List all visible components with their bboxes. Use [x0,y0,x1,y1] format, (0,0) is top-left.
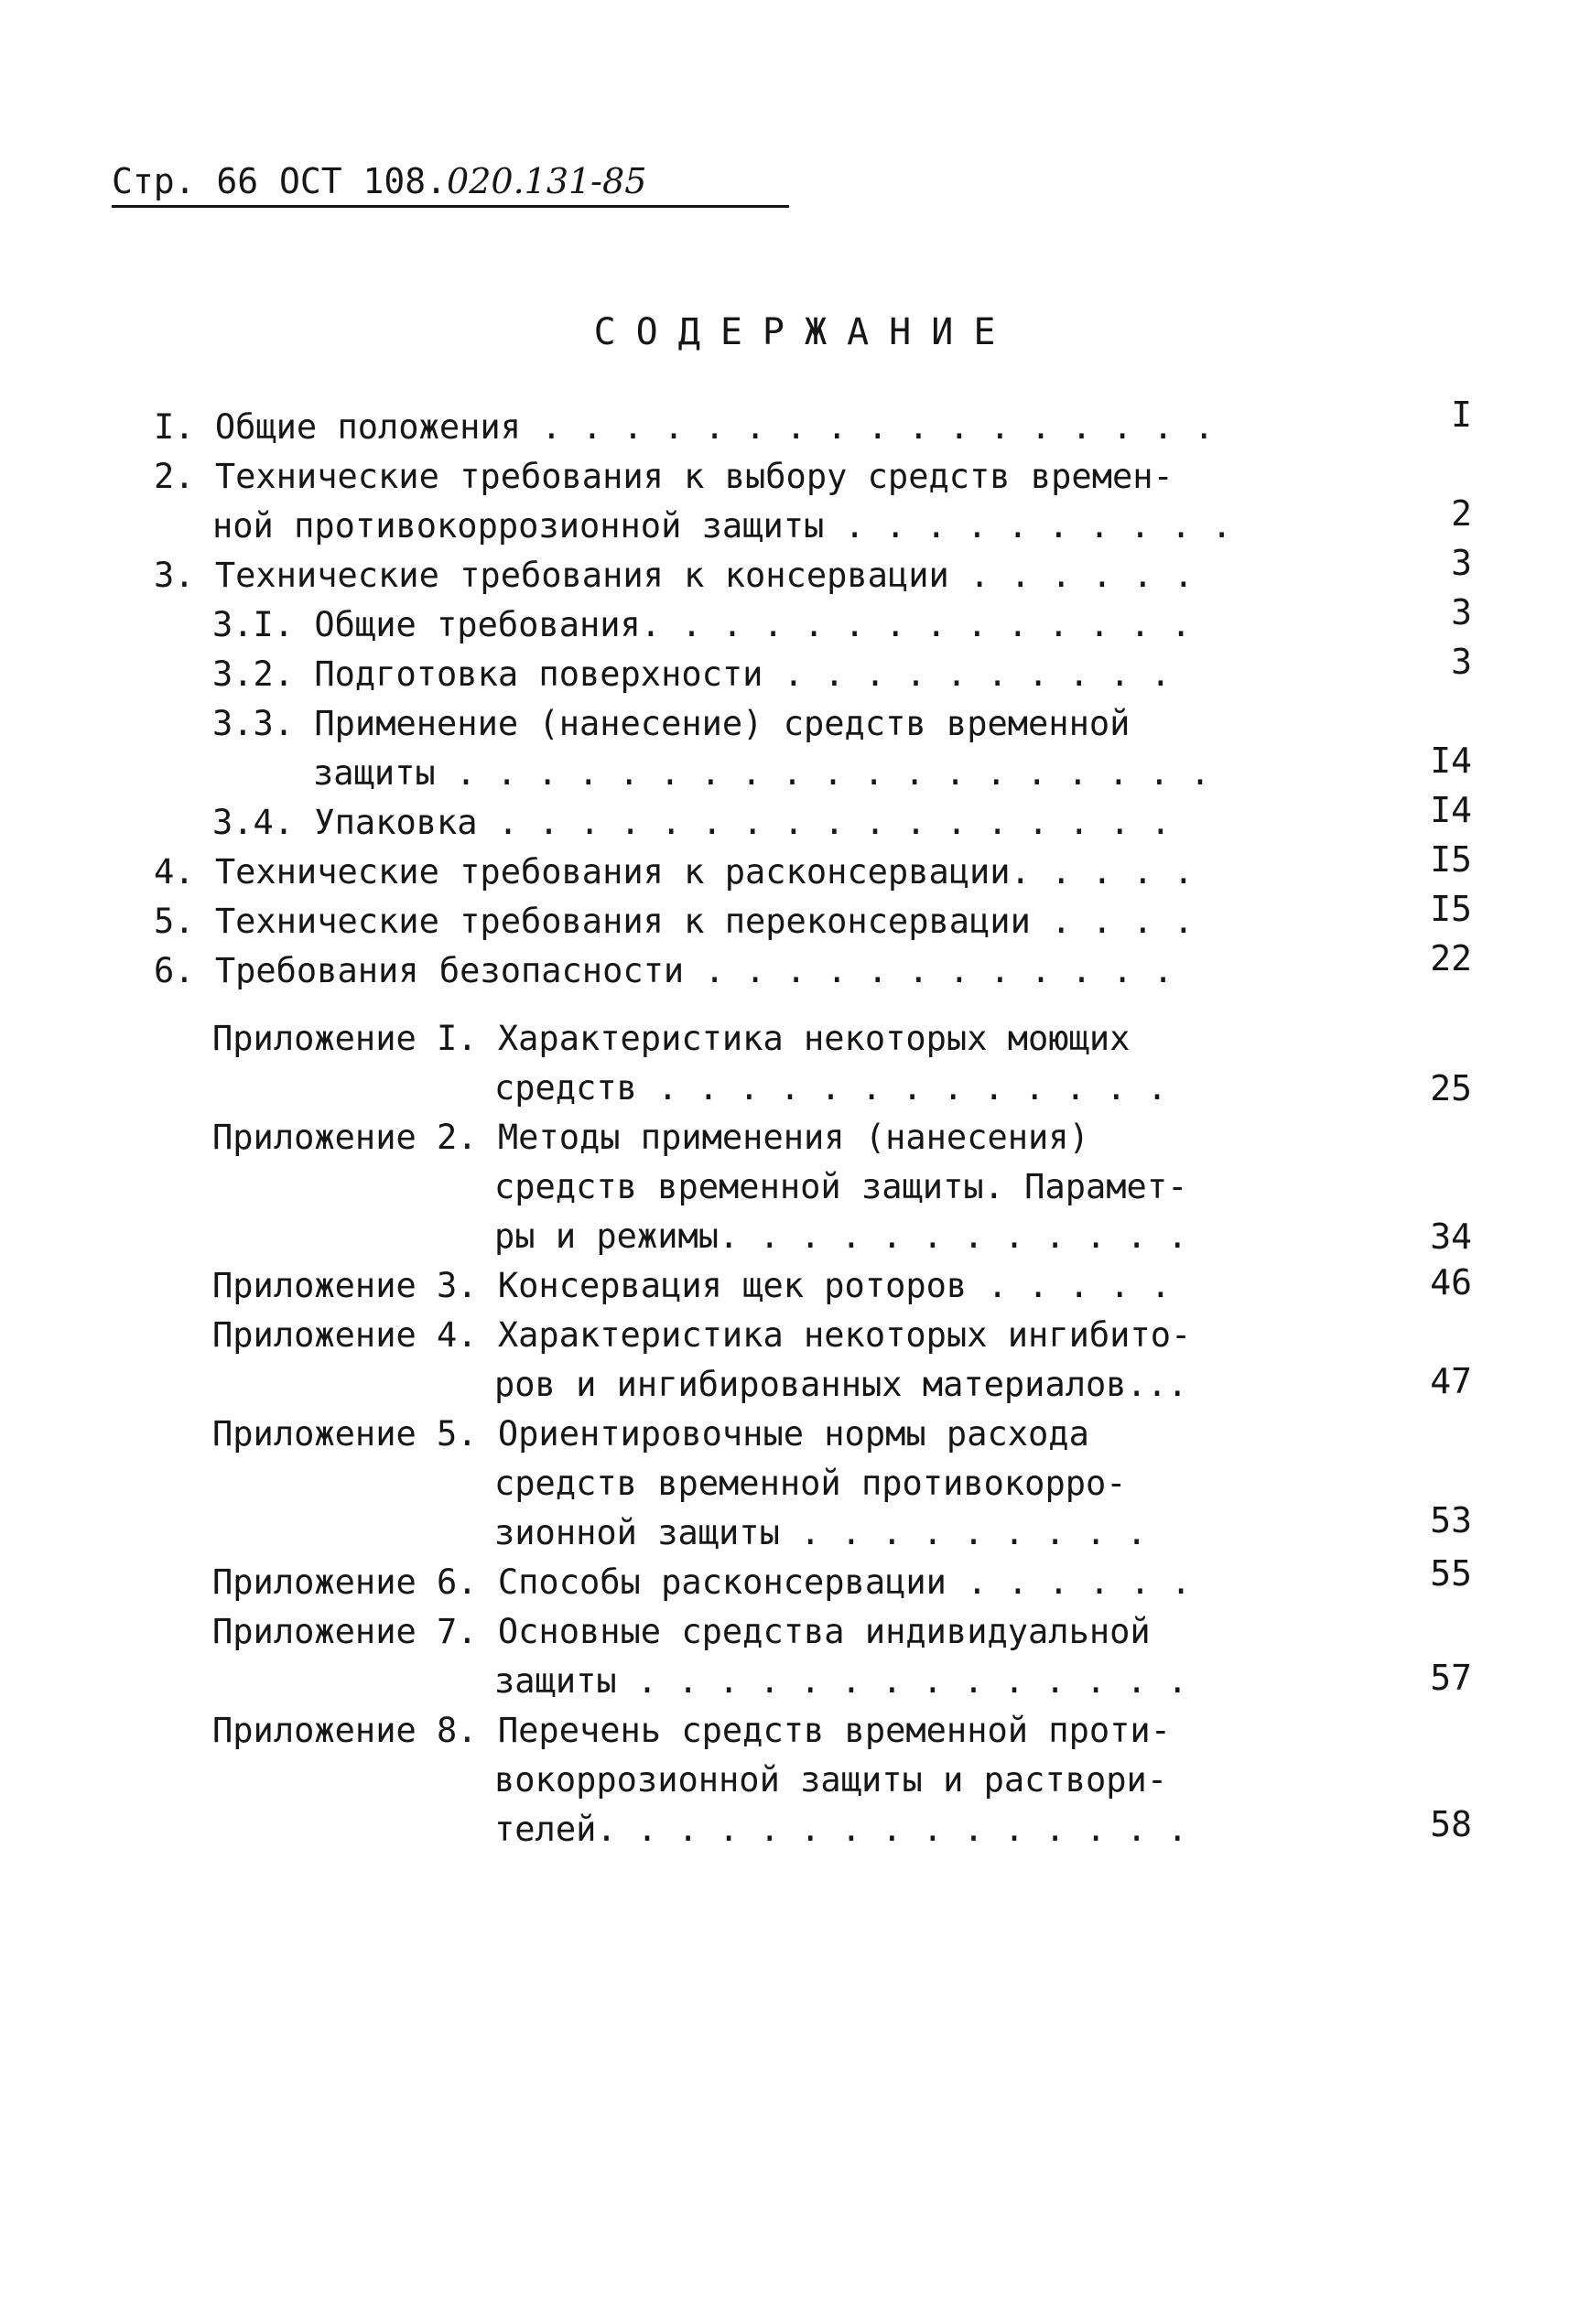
toc-entry-text: защиты . . . . . . . . . . . . . . . . . . . [313,753,1211,793]
toc-entry-page: 3 [1451,642,1472,682]
toc-entry-text: 3.4. Упаковка . . . . . . . . . . . . . . . . . [212,803,1171,842]
toc-entry-page: 34 [1430,1216,1472,1257]
toc-entry-text: вокоррозионной защиты и раствори- [494,1760,1168,1800]
toc-entry-page: I5 [1430,839,1472,880]
toc-entry-text: ры и режимы. . . . . . . . . . . . [494,1216,1188,1256]
toc-entry-text: Приложение 5. Ориентировочные нормы расхода [212,1414,1089,1454]
toc-entry-text: ров и ингибированных материалов... [494,1365,1188,1404]
toc-entry-text: 3. Технические требования к консервации . . . . . . [154,556,1195,595]
toc-entry-page: I5 [1430,889,1472,929]
toc-entry-text: 2. Технические требования к выбору средств времен- [154,457,1174,496]
toc-entry-text: Приложение I. Характеристика некоторых моющих [212,1019,1131,1058]
toc-entry-text: защиты . . . . . . . . . . . . . . [494,1661,1188,1701]
toc-entry-text: средств . . . . . . . . . . . . . [494,1068,1168,1108]
toc-entry-page: 2 [1451,493,1472,534]
toc-entry-page: 53 [1430,1500,1472,1540]
toc-entry-text: средств временной защиты. Парамет- [494,1167,1188,1206]
toc-entry-page: 22 [1430,938,1472,978]
toc-entry-text: 3.2. Подготовка поверхности . . . . . . . . . . [212,654,1171,694]
toc-entry-text: 4. Технические требования к расконсервации. . . . . [154,852,1195,892]
toc-entry-text: Приложение 7. Основные средства индивидуальной [212,1612,1151,1651]
header-handwritten-number: 020.131-85 [447,161,647,201]
toc-entry-text: Приложение 2. Методы применения (нанесения) [212,1118,1089,1157]
toc-entry-text: Приложение 8. Перечень средств временной проти- [212,1711,1171,1750]
toc-entry-page: 3 [1451,543,1472,583]
toc-entry-text: Приложение 3. Консервация щек роторов . . . . . [212,1266,1171,1305]
toc-entry-text: 6. Требования безопасности . . . . . . . . . . . . [154,951,1174,990]
toc-entry-text: 5. Технические требования к переконсервации . . . . [154,902,1195,941]
toc-entry-page: 47 [1430,1361,1472,1401]
toc-entry-page: 25 [1430,1068,1472,1108]
toc-entry-text: 3.3. Применение (нанесение) средств временной [212,704,1131,743]
toc-entry-page: 3 [1451,592,1472,632]
contents-title: СОДЕРЖАНИЕ [593,311,1016,353]
toc-entry-page: I [1451,395,1472,435]
toc-entry-text: ной противокоррозионной защиты . . . . . . . . . . [212,506,1232,546]
toc-entry-text: 3.I. Общие требования. . . . . . . . . . . . . . [212,605,1192,644]
toc-entry-page: 46 [1430,1262,1472,1303]
toc-entry-text: телей. . . . . . . . . . . . . . . [494,1810,1188,1849]
toc-entry-text: средств временной противокорро- [494,1464,1127,1503]
header-prefix: Стр. 66 ОСТ 108. [112,161,448,201]
toc-entry-page: I4 [1430,740,1472,781]
toc-entry-page: 55 [1430,1553,1472,1594]
toc-entry-page: 57 [1430,1658,1472,1698]
toc-entry-text: Приложение 6. Способы расконсервации . . . . . . [212,1562,1192,1602]
toc-entry-text: зионной защиты . . . . . . . . . [494,1513,1147,1552]
toc-entry-page: 58 [1430,1804,1472,1844]
toc-entry-text: Приложение 4. Характеристика некоторых ингибито- [212,1315,1192,1355]
toc-entry-text: I. Общие положения . . . . . . . . . . . . . . . . . [154,407,1215,447]
page-header [112,157,789,208]
toc-entry-page: I4 [1430,790,1472,830]
